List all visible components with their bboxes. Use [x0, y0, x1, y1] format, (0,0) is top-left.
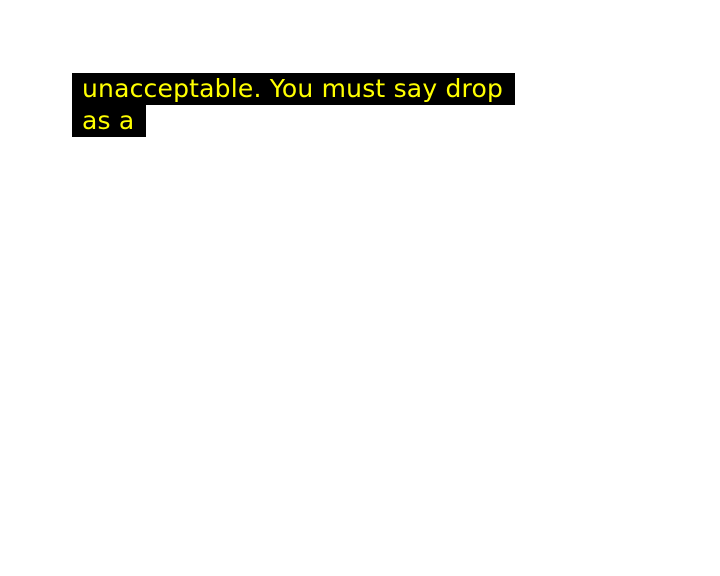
caption-line-1: unacceptable. You must say drop: [72, 73, 515, 105]
closed-caption-block: [72, 73, 515, 137]
caption-line-2: as a: [72, 105, 146, 137]
